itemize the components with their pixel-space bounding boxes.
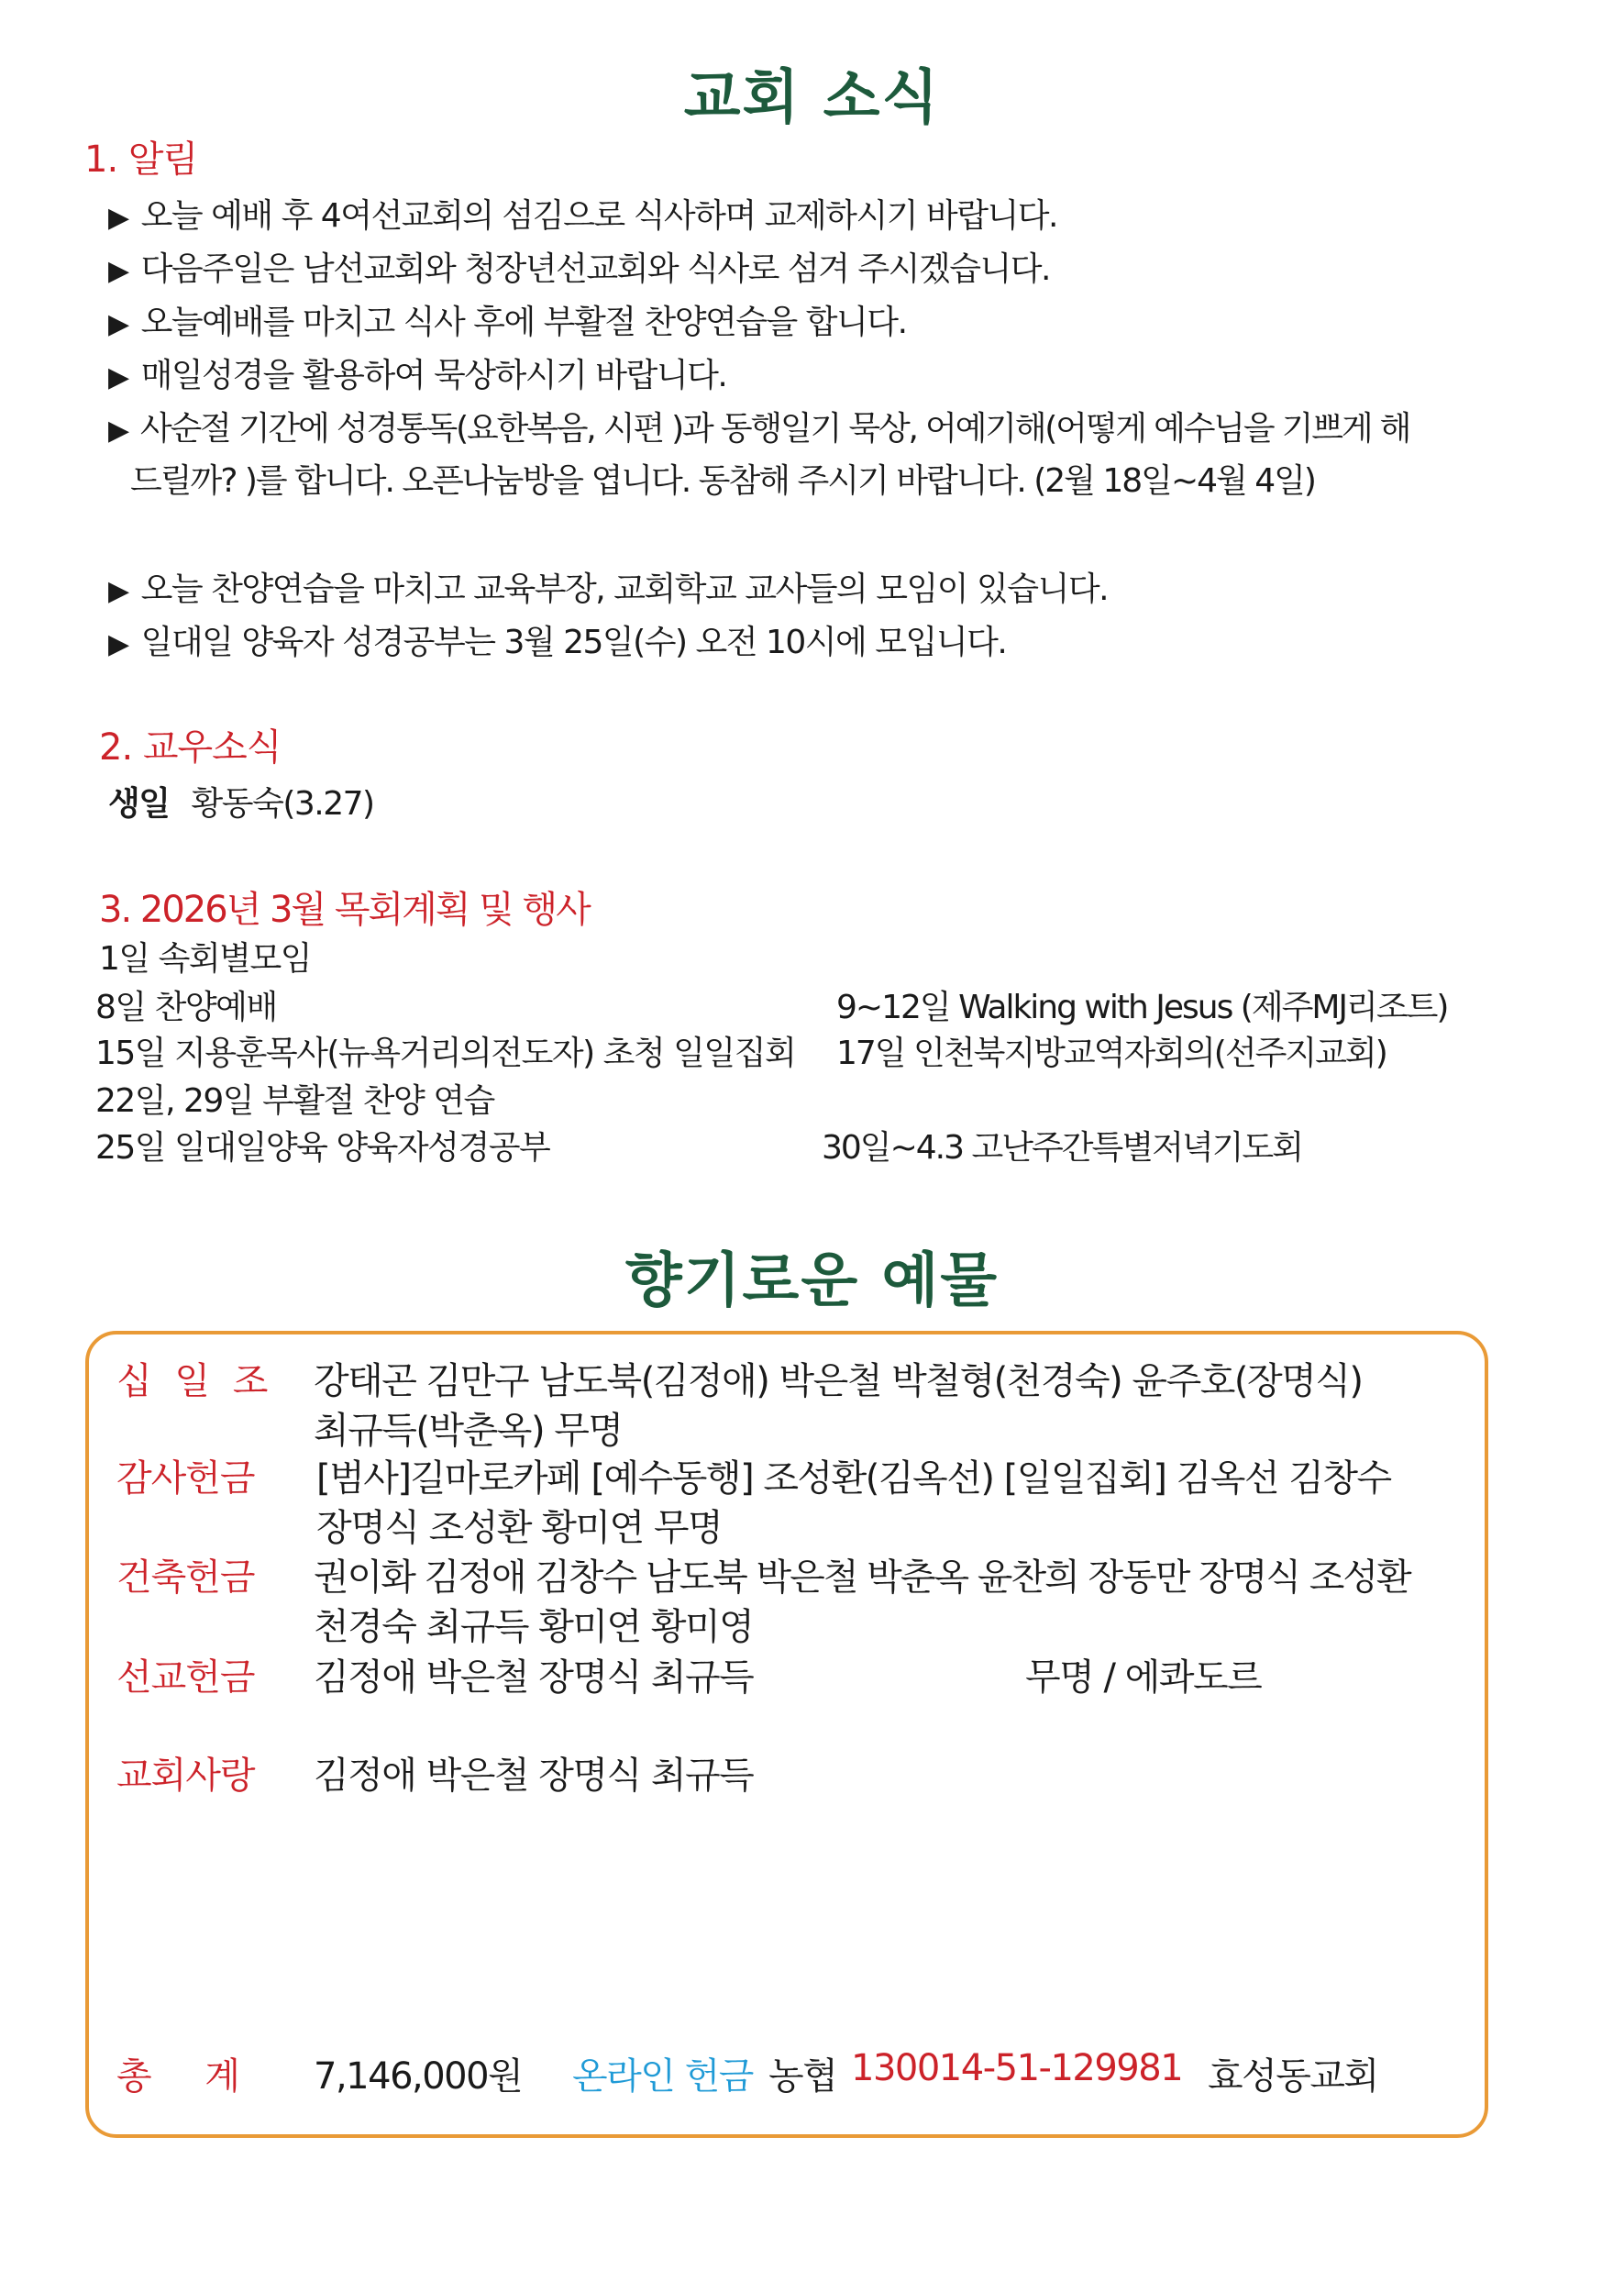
tithe-names: 강태곤 김만구 남도북(김정애) 박은철 박철형(천경숙) 윤주호(장명식)	[314, 1360, 1363, 1402]
mission-extra: 무명 / 에콰도르	[1025, 1656, 1262, 1699]
total-label: 총 계	[116, 2055, 239, 2098]
members-heading: 2. 교우소식	[99, 726, 282, 769]
building-label: 건축헌금	[116, 1556, 255, 1599]
birthday-line	[108, 778, 374, 825]
thanks-names: 장명식 조성환 황미연 무명	[316, 1507, 723, 1549]
mission-names: 김정애 박은철 장명식 최규득	[314, 1656, 754, 1699]
announcement-item: ▶ 매일성경을 활용하여 묵상하시기 바랍니다.	[108, 357, 727, 394]
play-triangle-icon: ▶	[108, 415, 127, 447]
play-triangle-icon: ▶	[108, 361, 128, 393]
play-triangle-icon: ▶	[108, 202, 128, 234]
account-number: 130014-51-129981	[851, 2047, 1183, 2089]
schedule-item: 15일 지용훈목사(뉴욕거리의전도자) 초청 일일집회	[95, 1035, 796, 1072]
account-holder: 효성동교회	[1208, 2055, 1378, 2098]
announcement-item: ▶ 오늘예배를 마치고 식사 후에 부활절 찬양연습을 합니다.	[108, 304, 907, 341]
love-names: 김정애 박은철 장명식 최규득	[314, 1755, 754, 1797]
thanks-label: 감사헌금	[116, 1457, 255, 1500]
birthday-label: 생일	[108, 785, 170, 823]
building-names: 권이화 김정애 김창수 남도북 박은철 박춘옥 윤찬희 장동만 장명식 조성환	[314, 1556, 1410, 1599]
play-triangle-icon: ▶	[108, 308, 128, 340]
schedule-item: 22일, 29일 부활절 찬양 연습	[95, 1082, 494, 1120]
play-triangle-icon: ▶	[108, 575, 128, 607]
building-names: 천경숙 최규득 황미연 황미영	[314, 1606, 754, 1648]
schedule-heading: 3. 2026년 3월 목회계획 및 행사	[99, 889, 590, 931]
love-label: 교회사랑	[116, 1755, 255, 1797]
mission-label: 선교헌금	[116, 1656, 255, 1699]
total-amount: 7,146,000원	[314, 2055, 523, 2098]
announcement-item: ▶ 다음주일은 남선교회와 청장년선교회와 식사로 섬겨 주시겠습니다.	[108, 250, 1050, 288]
schedule-item: 8일 찬양예배	[95, 989, 277, 1026]
online-offering-label: 온라인 헌금	[572, 2055, 753, 2098]
schedule-item: 9~12일 Walking with Jesus (제주MJ리조트)	[836, 989, 1448, 1026]
play-triangle-icon: ▶	[108, 255, 128, 287]
announcement-item: ▶ 오늘 예배 후 4여선교회의 섬김으로 식사하며 교제하시기 바랍니다.	[108, 197, 1057, 235]
announcement-item: ▶ 사순절 기간에 성경통독(요한복음, 시편 )과 동행일기 묵상, 어예기해(어떻게 예수님을 기쁘게 해	[108, 410, 1410, 448]
offerings-title: 향기로운 예물	[624, 1247, 1000, 1315]
bank-name: 농협	[768, 2055, 837, 2098]
announcement-continuation: 드릴까? )를 합니다. 오픈나눔방을 엽니다. 동참해 주시기 바랍니다. (2월 18일~4월 4일)	[130, 462, 1315, 500]
schedule-item: 25일 일대일양육 양육자성경공부	[95, 1129, 550, 1167]
announcements-heading: 1. 알림	[84, 138, 198, 181]
news-title: 교회 소식	[683, 64, 941, 132]
schedule-item: 30일~4.3 고난주간특별저녁기도회	[822, 1129, 1302, 1167]
tithe-label: 십 일 조	[116, 1360, 274, 1402]
announcement-item: ▶ 오늘 찬양연습을 마치고 교육부장, 교회학교 교사들의 모임이 있습니다.	[108, 570, 1109, 608]
tithe-names: 최규득(박춘옥) 무명	[314, 1410, 623, 1452]
schedule-item: 1일 속회별모임	[99, 940, 312, 978]
schedule-item: 17일 인천북지방교역자회의(선주지교회)	[836, 1035, 1386, 1072]
thanks-names: [범사]길마로카페 [예수동행] 조성환(김옥선) [일일집회] 김옥선 김창수	[316, 1457, 1391, 1500]
birthday-value: 황동숙(3.27)	[191, 785, 374, 823]
play-triangle-icon: ▶	[108, 628, 128, 660]
announcement-item: ▶ 일대일 양육자 성경공부는 3월 25일(수) 오전 10시에 모입니다.	[108, 624, 1007, 661]
